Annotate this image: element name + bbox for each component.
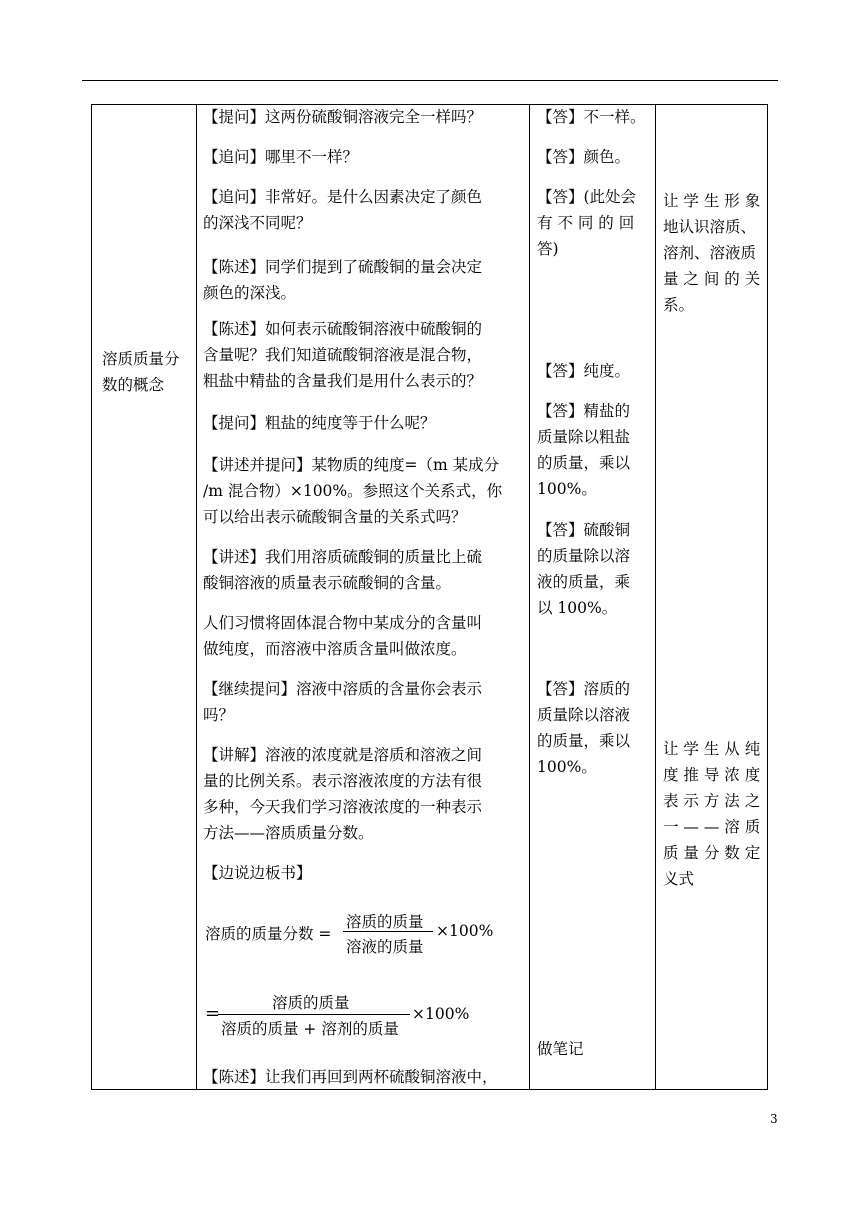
teacher-line: 【继续提问】溶液中溶质的含量你会表示 [203,680,483,698]
student-line: 100%。 [537,480,597,498]
student-line: 【答】(此处会 [537,188,637,206]
teacher-line: 【提问】粗盐的纯度等于什么呢？ [203,414,436,432]
formula-equals: = [205,1003,221,1024]
student-line: 答) [537,240,559,258]
student-line: 以 100%。 [537,599,618,617]
intent-line: 表 示 方 法 之 [663,792,761,810]
intent-line: 量 之 间 的 关 [663,270,761,288]
intent-line: 义式 [663,870,695,888]
teacher-line: 【追问】哪里不一样？ [203,148,359,166]
student-line: 液的质量，乘 [537,573,631,591]
teacher-line: 的深浅不同呢？ [203,214,312,232]
fraction-bar [343,931,433,932]
teacher-line: 【陈述】同学们提到了硫酸铜的量会决定 [203,258,483,276]
intent-line: 地认识溶质、 [663,218,757,236]
student-line: 的质量，乘以 [537,732,631,750]
formula-numerator: 溶质的质量 [346,913,424,931]
intent-line: 系。 [663,296,695,314]
column-divider [655,104,656,1090]
teacher-line: /m 混合物）×100%。参照这个关系式，你 [203,482,503,500]
intent-line: 度 推 导 浓 度 [663,766,761,784]
teacher-line: 颜色的深浅。 [203,284,297,302]
student-line: 【答】不一样。 [537,108,646,126]
teacher-line: 量的比例关系。表示溶液浓度的方法有很 [203,772,483,790]
formula-denominator: 溶质的质量 + 溶剂的质量 [221,1020,399,1038]
intent-line: 溶剂、溶液质 [663,244,757,262]
teacher-line: 做纯度，而溶液中溶质含量叫做浓度。 [203,640,467,658]
header-rule [82,80,778,81]
teacher-line: 吗？ [203,706,235,724]
formula-lhs: 溶质的质量分数 = [205,925,332,943]
formula-suffix: ×100% [412,1005,470,1023]
intent-line: 让 学 生 形 象 [663,192,761,210]
teacher-line: 【讲述】我们用溶质硫酸铜的质量比上硫 [203,548,483,566]
formula-suffix: ×100% [436,922,494,940]
teacher-line: 含量呢？我们知道硫酸铜溶液是混合物， [203,346,483,364]
concept-label: 数的概念 [102,376,165,394]
teacher-line: 【讲述并提问】某物质的纯度=（m 某成分 [203,456,500,474]
teacher-line: 【陈述】如何表示硫酸铜溶液中硫酸铜的 [203,320,483,338]
fraction-bar [218,1014,410,1015]
student-line: 【答】硫酸铜 [537,521,631,539]
intent-line: 一 — — 溶 质 [663,818,761,836]
teacher-line: 【边说边板书】 [203,864,312,882]
page-number: 3 [770,1112,778,1126]
student-line: 的质量除以溶 [537,547,631,565]
teacher-line: 【陈述】让我们再回到两杯硫酸铜溶液中， [203,1068,498,1086]
student-line: 100%。 [537,758,597,776]
student-line: 【答】精盐的 [537,402,631,420]
student-line: 有 不 同 的 回 [537,214,635,232]
teacher-line: 【追问】非常好。是什么因素决定了颜色 [203,188,483,206]
student-line: 【答】纯度。 [537,362,631,380]
formula-denominator: 溶液的质量 [346,938,424,956]
column-divider [529,104,530,1090]
teacher-line: 【讲解】溶液的浓度就是溶质和溶液之间 [203,746,483,764]
teacher-line: 【提问】这两份硫酸铜溶液完全一样吗？ [203,108,483,126]
student-line: 质量除以溶液 [537,706,631,724]
column-divider [196,104,197,1090]
student-line: 质量除以粗盐 [537,428,631,446]
teacher-line: 可以给出表示硫酸铜含量的关系式吗？ [203,508,467,526]
student-line: 做笔记 [537,1040,584,1058]
teacher-line: 粗盐中精盐的含量我们是用什么表示的？ [203,372,483,390]
student-line: 的质量，乘以 [537,454,631,472]
intent-line: 质 量 分 数 定 [663,844,761,862]
formula-numerator: 溶质的质量 [272,994,350,1012]
intent-line: 让 学 生 从 纯 [663,740,761,758]
teacher-line: 人们习惯将固体混合物中某成分的含量叫 [203,614,483,632]
teacher-line: 多种，今天我们学习溶液浓度的一种表示 [203,798,483,816]
teacher-line: 方法——溶质质量分数。 [203,824,374,842]
concept-label: 溶质质量分 [102,350,180,368]
student-line: 【答】溶质的 [537,680,631,698]
student-line: 【答】颜色。 [537,148,631,166]
teacher-line: 酸铜溶液的质量表示硫酸铜的含量。 [203,574,452,592]
